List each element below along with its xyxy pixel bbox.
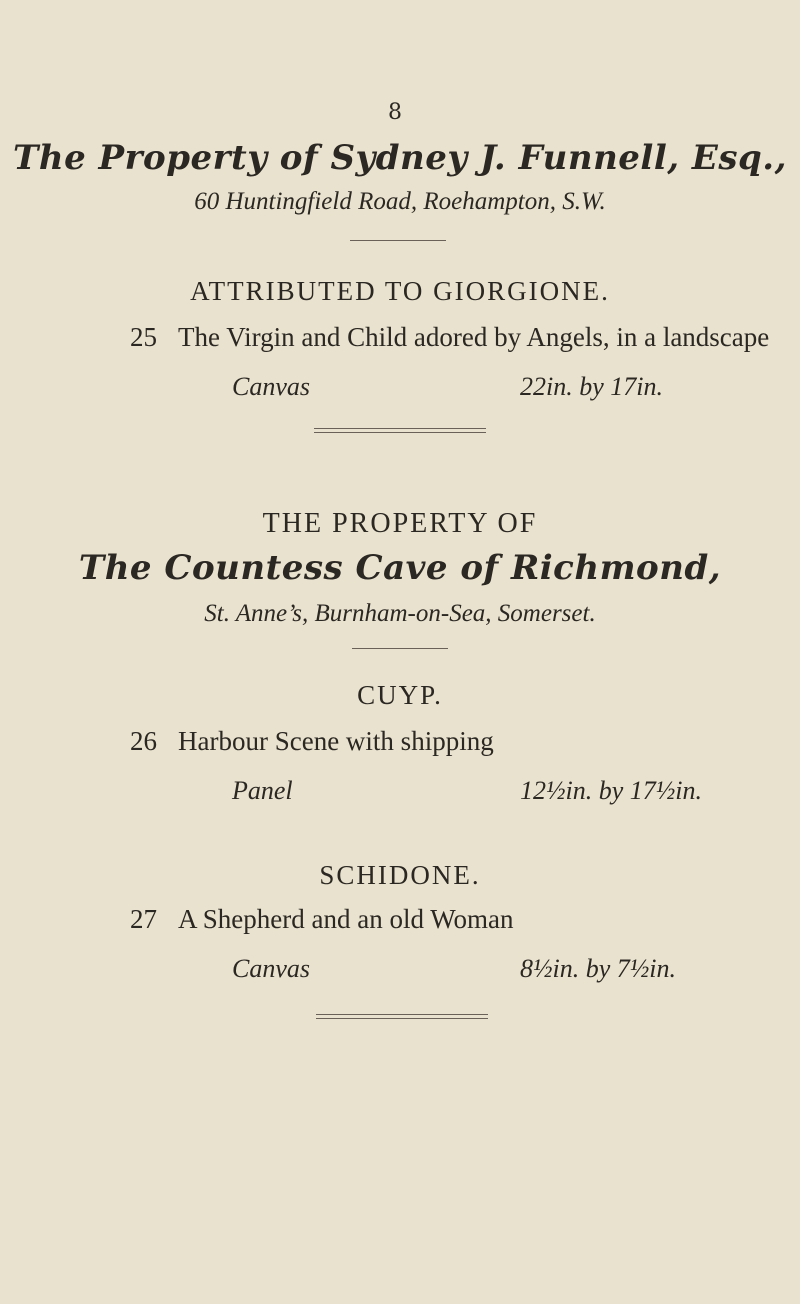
artist-name: CUYP. <box>357 680 443 710</box>
owner-heading-2: The Countess Cave of Richmond, <box>78 548 722 588</box>
lot-medium: Canvas <box>232 954 310 983</box>
lot-25 <box>130 322 769 353</box>
lot-number: 27 <box>130 904 157 934</box>
section-divider <box>316 1014 488 1019</box>
page-number: 8 <box>388 100 402 125</box>
artist-attribution: ATTRIBUTED TO GIORGIONE. <box>190 276 610 306</box>
lot-medium: Panel <box>232 776 293 805</box>
lot-size: 8½in. by 7½in. <box>520 954 676 983</box>
lot-size: 22in. by 17in. <box>520 372 663 401</box>
lot-26 <box>130 726 494 757</box>
lot-medium: Canvas <box>232 372 310 401</box>
section-divider <box>314 428 486 433</box>
artist-name: SCHIDONE. <box>319 860 481 890</box>
owner-address-2: St. Anne’s, Burnham-on-Sea, Somerset. <box>204 600 596 627</box>
lot-number: 25 <box>130 322 157 352</box>
divider-rule <box>352 648 448 649</box>
lot-title: A Shepherd and an old Woman <box>178 904 514 934</box>
lot-size: 12½in. by 17½in. <box>520 776 702 805</box>
lot-title: The Virgin and Child adored by Angels, in a landscape <box>178 322 770 352</box>
lot-27 <box>130 904 514 935</box>
property-of-heading: THE PROPERTY OF <box>262 508 538 539</box>
lot-number: 26 <box>130 726 157 756</box>
owner-address-1: 60 Huntingfield Road, Roehampton, S.W. <box>194 188 606 215</box>
divider-rule <box>350 240 446 241</box>
lot-title: Harbour Scene with shipping <box>178 726 494 756</box>
owner-heading-1: The Property of Sydney J. Funnell, Esq., <box>13 138 787 178</box>
